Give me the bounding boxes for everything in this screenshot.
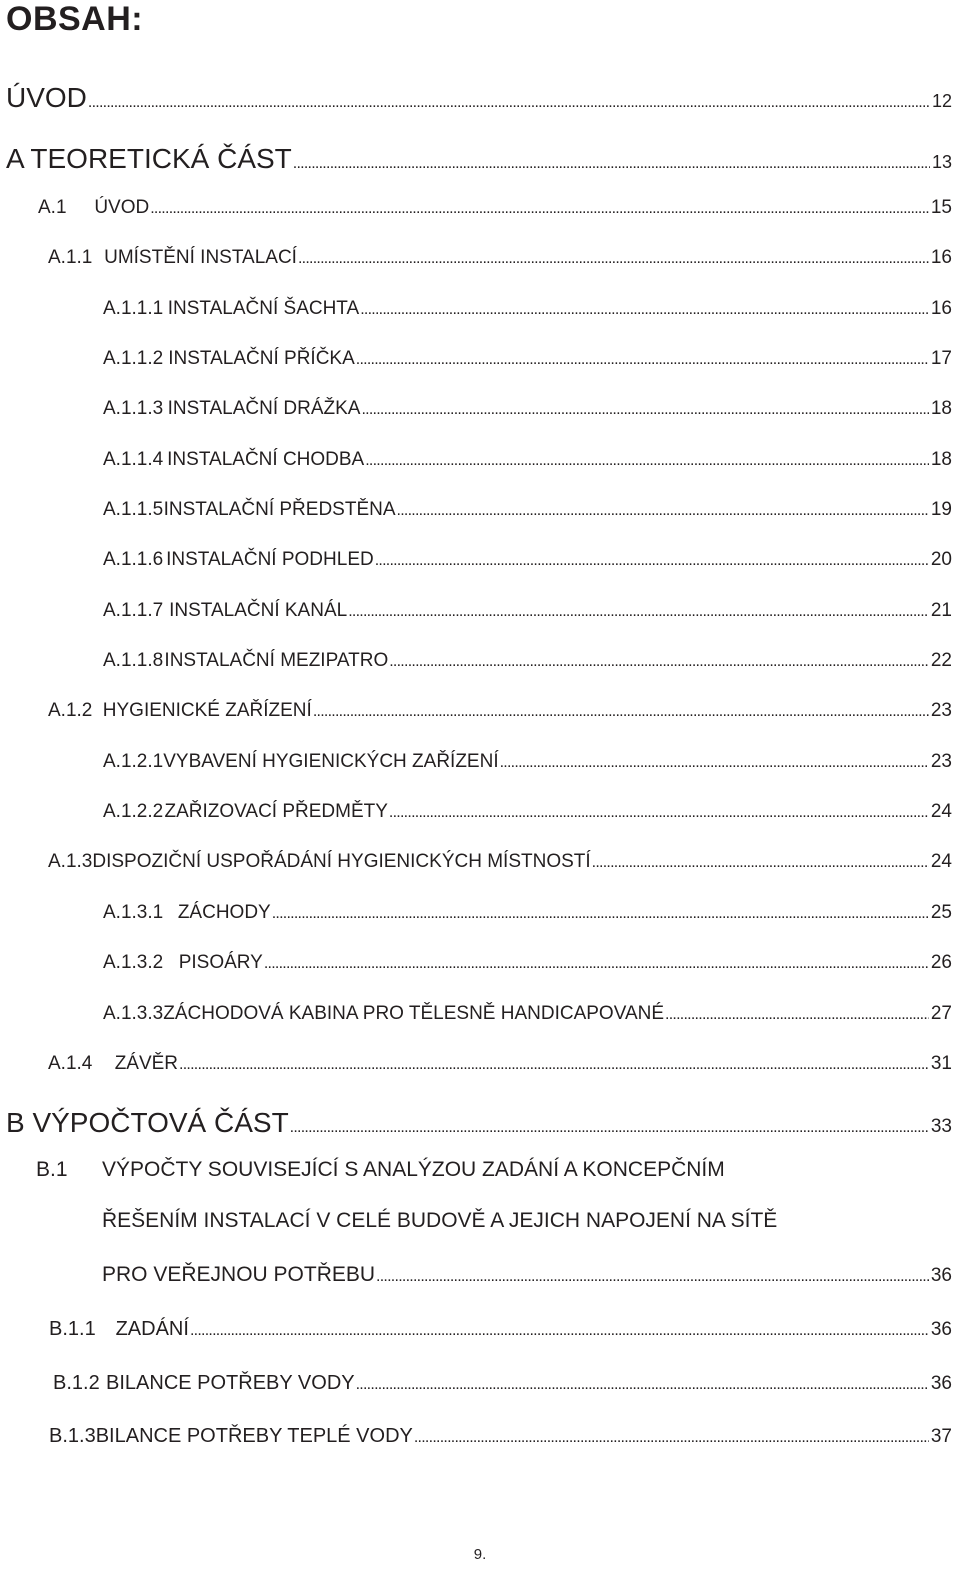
toc-entry[interactable]: [103, 348, 952, 370]
toc-entry-number: A.1.1.2: [103, 348, 164, 369]
toc-entry[interactable]: [103, 549, 952, 571]
toc-entry[interactable]: [48, 247, 952, 269]
toc-entry[interactable]: [102, 1263, 952, 1287]
toc-entry-title: ZÁCHODOVÁ KABINA PRO TĚLESNĚ HANDICAPOVANÉ: [163, 1003, 665, 1024]
toc-entry-title: ÚVOD: [94, 197, 150, 218]
toc-page-number: 12: [931, 91, 952, 111]
toc-entry-title: INSTALAČNÍ MEZIPATRO: [164, 650, 389, 671]
toc-page-number: 15: [930, 197, 952, 218]
toc-leader: [190, 1318, 929, 1341]
toc-entry[interactable]: [103, 650, 952, 672]
toc-entry[interactable]: [103, 499, 952, 521]
toc-entry-title: INSTALAČNÍ DRÁŽKA: [167, 398, 361, 419]
toc-leader: [414, 1425, 929, 1448]
toc-leader: [298, 247, 929, 269]
toc-page-number: 20: [930, 549, 952, 570]
toc-entry[interactable]: [103, 952, 952, 974]
toc-entry[interactable]: [48, 851, 952, 873]
toc-leader: [361, 398, 928, 420]
toc-page-number: 22: [930, 650, 952, 671]
toc-entry-title: INSTALAČNÍ PŘEDSTĚNA: [163, 499, 396, 520]
toc-leader: [264, 952, 929, 974]
toc-entry-title: ÚVOD: [6, 82, 87, 113]
toc-leader: [290, 1107, 929, 1139]
toc-leader: [376, 1263, 929, 1287]
toc-page-number: 19: [930, 499, 952, 520]
toc-page-number: 13: [931, 152, 952, 172]
toc-entry-number: A.1.1.8: [103, 650, 164, 671]
toc-entry-title: INSTALAČNÍ PŘÍČKA: [168, 348, 355, 369]
toc-leader: [375, 549, 929, 571]
toc-entry[interactable]: [53, 1372, 952, 1395]
toc-leader: [150, 197, 929, 219]
toc-entry-title: INSTALAČNÍ ŠACHTA: [167, 298, 360, 319]
toc-entry-title-line: PRO VEŘEJNOU POTŘEBU: [102, 1263, 376, 1286]
toc-entry-title: UMÍSTĚNÍ INSTALACÍ: [104, 247, 297, 268]
toc-entry[interactable]: [103, 298, 952, 320]
toc-entry-title: ZADÁNÍ: [115, 1318, 189, 1340]
toc-page-number: 17: [930, 348, 952, 369]
toc-entry-title: ZÁVĚR: [114, 1053, 179, 1074]
toc-entry-number: A.1: [38, 197, 67, 218]
toc-page-number: 16: [930, 298, 952, 319]
toc-entry[interactable]: [103, 449, 952, 471]
toc-leader: [389, 801, 929, 823]
toc-entry-number: A.1.2.1: [103, 751, 164, 772]
toc-entry-title: VYBAVENÍ HYGIENICKÝCH ZAŘÍZENÍ: [163, 751, 499, 772]
toc-entry-title: HYGIENICKÉ ZAŘÍZENÍ: [102, 700, 312, 721]
toc-page-number: 23: [930, 751, 952, 772]
toc-entry[interactable]: [103, 398, 952, 420]
toc-page-number: 36: [930, 1373, 952, 1394]
toc-leader: [356, 348, 929, 370]
toc-entry-title: INSTALAČNÍ KANÁL: [169, 600, 348, 621]
toc-page-number: 27: [930, 1003, 952, 1024]
toc-page-number: 16: [930, 247, 952, 268]
toc-entry-number: A.1.1.5: [103, 499, 164, 520]
toc-entry-number: A.1.1.4: [103, 449, 164, 470]
toc-entry-title: B VÝPOČTOVÁ ČÁST: [6, 1107, 289, 1138]
toc-entry-title: BILANCE POTŘEBY TEPLÉ VODY: [95, 1425, 413, 1447]
toc-page-number: 37: [930, 1426, 952, 1447]
toc-entry[interactable]: [49, 1318, 952, 1341]
toc-leader: [500, 751, 929, 773]
toc-entry[interactable]: [103, 1003, 952, 1025]
toc-entry-title: INSTALAČNÍ PODHLED: [166, 549, 374, 570]
toc-page-number: 31: [930, 1053, 952, 1074]
toc-page-number: 26: [930, 952, 952, 973]
toc-page-number: 36: [930, 1265, 952, 1286]
toc-entry-title-line[interactable]: ŘEŠENÍM INSTALACÍ V CELÉ BUDOVĚ A JEJICH NAPOJENÍ NA SÍTĚ: [102, 1209, 778, 1232]
toc-leader: [356, 1372, 929, 1395]
toc-entry[interactable]: [49, 1425, 952, 1448]
toc-entry-title: PISOÁRY: [178, 952, 263, 973]
toc-page-number: 33: [930, 1116, 952, 1137]
toc-entry-number: A.1.1.7: [103, 600, 164, 621]
toc-page-number: 21: [930, 600, 952, 621]
toc-entry[interactable]: [38, 197, 952, 219]
toc-entry[interactable]: [48, 700, 952, 722]
toc-page-number: 23: [930, 700, 952, 721]
toc-entry-number: A.1.2.2: [103, 801, 164, 822]
toc-leader: [360, 298, 929, 320]
toc-entry[interactable]: [6, 82, 952, 114]
toc-entry-number: A.1.2: [48, 700, 93, 721]
toc-entry-title: DISPOZIČNÍ USPOŘÁDÁNÍ HYGIENICKÝCH MÍSTNOSTÍ: [92, 851, 591, 872]
toc-page-number: 24: [930, 851, 952, 872]
toc-entry-number: B.1.1: [49, 1318, 96, 1340]
toc-entry-number: B.1.2: [53, 1372, 100, 1394]
toc-entry-title: INSTALAČNÍ CHODBA: [167, 449, 365, 470]
toc-entry[interactable]: [103, 751, 952, 773]
toc-entry-number: B.1.3: [49, 1425, 96, 1447]
toc-entry-number: A.1.1.1: [103, 298, 164, 319]
toc-page-number: 25: [930, 902, 952, 923]
toc-entry[interactable]: [6, 143, 952, 175]
toc-leader: [365, 449, 929, 471]
toc-leader: [592, 851, 929, 873]
toc-page-number: 36: [930, 1319, 952, 1340]
toc-leader: [179, 1053, 929, 1075]
toc-leader: [348, 600, 929, 622]
toc-entry-number: A.1.4: [48, 1053, 93, 1074]
toc-entry-title: A TEORETICKÁ ČÁST: [6, 143, 292, 174]
toc-entry[interactable]: [103, 600, 952, 622]
toc-entry-number: A.1.3.3: [103, 1003, 164, 1024]
toc-leader: [88, 82, 930, 114]
toc-leader: [397, 499, 929, 521]
toc-leader: [293, 143, 930, 175]
toc-leader: [665, 1003, 929, 1025]
toc-entry-number: A.1.3.2: [103, 952, 164, 973]
toc-entry-number: B.1: [36, 1158, 68, 1181]
toc-page-number: 24: [930, 801, 952, 822]
toc-entry-title: ZÁCHODY: [177, 902, 271, 923]
toc-entry-title-line[interactable]: VÝPOČTY SOUVISEJÍCÍ S ANALÝZOU ZADÁNÍ A KONCEPČNÍM: [102, 1158, 725, 1181]
toc-entry-title: BILANCE POTŘEBY VODY: [106, 1372, 355, 1394]
toc-page-number: 18: [930, 398, 952, 419]
page-title: OBSAH:: [6, 0, 144, 38]
toc-page-number: 18: [930, 449, 952, 470]
page-number: 9.: [473, 1546, 487, 1563]
toc-leader: [389, 650, 929, 672]
toc-entry-number: A.1.3: [48, 851, 93, 872]
toc-entry[interactable]: [103, 801, 952, 823]
toc-entry-number: A.1.1: [48, 247, 93, 268]
toc-entry-number: A.1.1.3: [103, 398, 164, 419]
toc-entry-number: A.1.3.1: [103, 902, 164, 923]
toc-entry[interactable]: [48, 1053, 952, 1075]
toc-entry[interactable]: [103, 902, 952, 924]
toc-entry[interactable]: [6, 1107, 952, 1139]
toc-entry-number: A.1.1.6: [103, 549, 164, 570]
toc-leader: [313, 700, 929, 722]
toc-leader: [272, 902, 929, 924]
toc-entry-title: ZAŘIZOVACÍ PŘEDMĚTY: [164, 801, 388, 822]
